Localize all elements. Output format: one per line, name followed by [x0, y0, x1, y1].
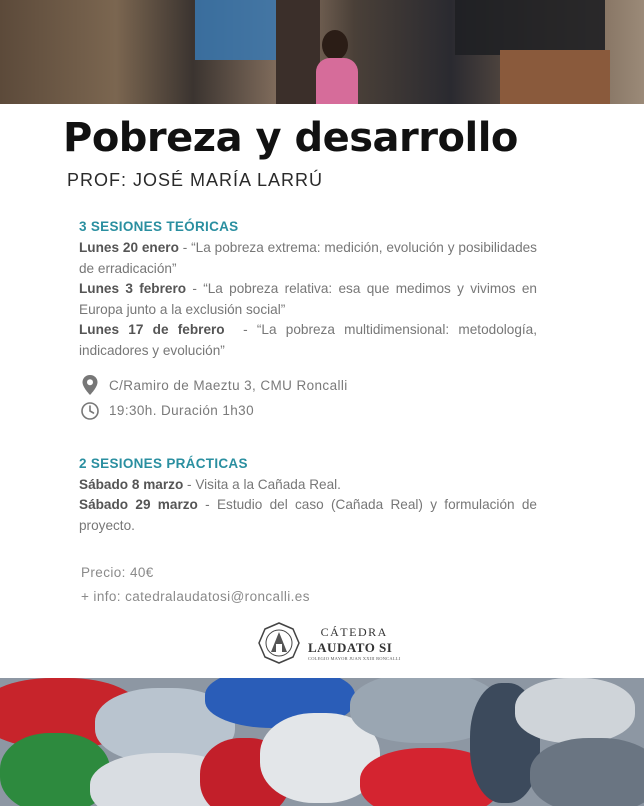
session-topic: Visita a la Cañada Real.: [195, 477, 341, 492]
practice-heading: 2 SESIONES PRÁCTICAS: [79, 456, 248, 471]
session-topic: “La pobreza multidimensional: metodología, indicadores y evolución”: [79, 322, 538, 358]
session-date: Lunes 3 febrero: [79, 281, 187, 296]
address-text: C/Ramiro de Maeztu 3, CMU Roncalli: [109, 377, 348, 393]
session-date: Lunes 20 enero: [79, 240, 179, 255]
theory-session-1: Lunes 20 enero - “La pobreza extrema: medición, evolución y posibilidades de erradicación”: [79, 240, 537, 276]
footer-photo: [0, 678, 644, 806]
session-date: Sábado 8 marzo: [79, 477, 184, 492]
page-title: Pobreza y desarrollo: [63, 115, 518, 161]
practice-session-1: Sábado 8 marzo - Visita a la Cañada Real.: [79, 477, 341, 492]
time-text: 19:30h. Duración 1h30: [109, 402, 255, 418]
professor-name: PROF: JOSÉ MARÍA LARRÚ: [67, 170, 324, 190]
catedra-logo: [258, 622, 400, 664]
session-topic: “La pobreza extrema: medición, evolución y posibilidades de erradicación”: [79, 240, 537, 276]
theory-heading: 3 SESIONES TEÓRICAS: [79, 219, 239, 234]
time-row: [80, 399, 254, 421]
session-topic: Estudio del caso (Cañada Real) y formulación de proyecto.: [79, 497, 537, 533]
laudato-si-emblem-icon: [258, 622, 300, 664]
session-date: Lunes 17 de febrero: [79, 322, 225, 337]
location-row: [80, 374, 348, 396]
session-date: Sábado 29 marzo: [79, 497, 198, 512]
logo-line-2: LAUDATO SI: [308, 640, 393, 655]
logo-line-3: COLEGIO MAYOR JUAN XXIII RONCALLI: [308, 656, 401, 661]
map-pin-icon: [80, 374, 100, 396]
practice-session-2: Sábado 29 marzo - Estudio del caso (Cañada Real) y formulación de proyecto.: [79, 497, 537, 533]
theory-session-2: Lunes 3 febrero - “La pobreza relativa: esa que medimos y vivimos en Europa junto a la exclusión social”: [79, 281, 537, 317]
clock-icon: [80, 399, 100, 421]
contact-email[interactable]: + info: catedralaudatosi@roncalli.es: [81, 589, 310, 604]
price-text: Precio: 40€: [81, 565, 154, 580]
logo-line-1: CÁTEDRA: [320, 625, 388, 639]
header-photo: [0, 0, 644, 104]
session-topic: “La pobreza relativa: esa que medimos y vivimos en Europa junto a la exclusión social”: [79, 281, 537, 317]
theory-session-3: Lunes 17 de febrero - “La pobreza multidimensional: metodología, indicadores y evolución”: [79, 322, 538, 358]
